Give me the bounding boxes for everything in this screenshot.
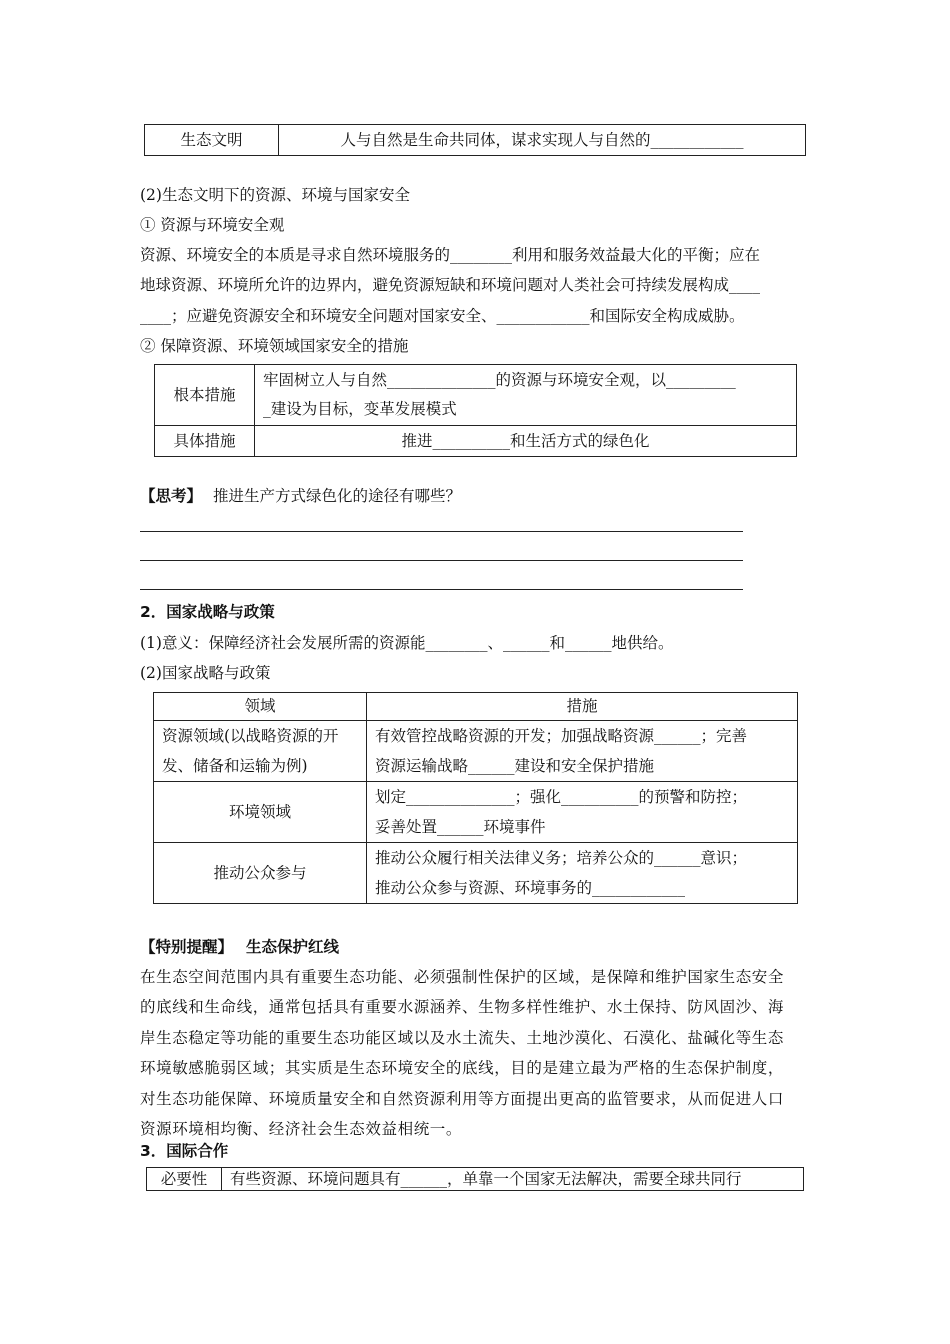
table-label	[154, 721, 367, 782]
paragraph-line: ____；应避免资源安全和环境安全问题对国家安全、____________和国际安全构成威胁。	[140, 307, 745, 325]
paragraph-line: (1)意义：保障经济社会发展所需的资源能________、______和______地供给。	[140, 634, 674, 652]
table-label: 根本措施	[155, 365, 255, 426]
table-cell: 有些资源、环境问题具有______，单靠一个国家无法解决，需要全球共同行	[222, 1168, 804, 1191]
paragraph-line: 的底线和生命线，通常包括具有重要水源涵养、生物多样性维护、水土保持、防风固沙、海	[140, 998, 785, 1016]
strategy-table	[153, 692, 798, 904]
table-label: 具体措施	[155, 426, 255, 457]
table-label: 环境领域	[154, 782, 367, 843]
cell-line: 有效管控战略资源的开发；加强战略资源______；完善	[375, 727, 748, 745]
table-label: 必要性	[147, 1168, 222, 1191]
paragraph-line: 地球资源、环境所允许的边界内，避免资源短缺和环境问题对人类社会可持续发展构成____	[140, 276, 761, 294]
think-label: 【思考】	[140, 487, 203, 505]
paragraph-line: 资源环境相均衡、经济社会生态效益相统一。	[140, 1120, 463, 1138]
answer-line	[140, 531, 743, 532]
cell-line: 妥善处置______环境事件	[375, 818, 546, 836]
cell-line: _建设为目标，变革发展模式	[263, 400, 457, 418]
paragraph-line: 对生态功能保障、环境质量安全和自然资源利用等方面提出更高的监管要求，从而促进人口	[140, 1090, 785, 1108]
section-heading: (2)生态文明下的资源、环境与国家安全	[140, 186, 410, 204]
cooperation-table	[146, 1167, 804, 1191]
cell-line: 发、储备和运输为例)	[162, 757, 308, 775]
table-cell	[367, 721, 798, 782]
table-content: 人与自然是生命共同体，谋求实现人与自然的____________	[279, 125, 806, 156]
cell-line: 牢固树立人与自然______________的资源与环境安全观，以_________	[263, 371, 736, 389]
ecological-civilization-table	[144, 124, 806, 156]
table-cell: 推进__________和生活方式的绿色化	[255, 426, 797, 457]
table-cell	[367, 843, 798, 904]
reminder-title: 生态保护红线	[245, 938, 339, 956]
measures-table	[154, 364, 797, 457]
table-label: 生态文明	[145, 125, 279, 156]
answer-line	[140, 589, 743, 590]
section-heading: 2．国家战略与政策	[140, 603, 275, 621]
cell-line: 资源领域(以战略资源的开	[162, 727, 339, 745]
paragraph-line: 在生态空间范围内具有重要生态功能、必须强制性保护的区域，是保障和维护国家生态安全	[140, 968, 785, 986]
table-label: 推动公众参与	[154, 843, 367, 904]
reminder-label: 【特别提醒】	[140, 938, 234, 956]
subheading: ② 保障资源、环境领域国家安全的措施	[140, 337, 409, 355]
paragraph-line: 资源、环境安全的本质是寻求自然环境服务的________利用和服务效益最大化的平衡；应在	[140, 246, 761, 264]
subheading: (2)国家战略与政策	[140, 664, 271, 682]
reminder-header	[140, 932, 339, 962]
answer-line	[140, 560, 743, 561]
section-heading: 3．国际合作	[140, 1142, 229, 1160]
cell-line: 推动公众参与资源、环境事务的____________	[375, 879, 686, 897]
table-header: 领域	[154, 693, 367, 721]
think-prompt	[140, 481, 461, 511]
subheading: ① 资源与环境安全观	[140, 216, 285, 234]
paragraph-line: 环境敏感脆弱区域；其实质是生态环境安全的底线，目的是建立最为严格的生态保护制度，	[140, 1059, 785, 1077]
cell-line: 推动公众履行相关法律义务；培养公众的______意识；	[375, 849, 748, 867]
cell-line: 划定______________；强化__________的预警和防控；	[375, 788, 748, 806]
cell-line: 资源运输战略______建设和安全保护措施	[375, 757, 655, 775]
think-question: 推进生产方式绿色化的途径有哪些？	[212, 487, 461, 505]
paragraph-line: 岸生态稳定等功能的重要生态功能区域以及水土流失、土地沙漠化、石漠化、盐碱化等生态	[140, 1029, 785, 1047]
table-header: 措施	[367, 693, 798, 721]
table-cell	[367, 782, 798, 843]
table-cell	[255, 365, 797, 426]
